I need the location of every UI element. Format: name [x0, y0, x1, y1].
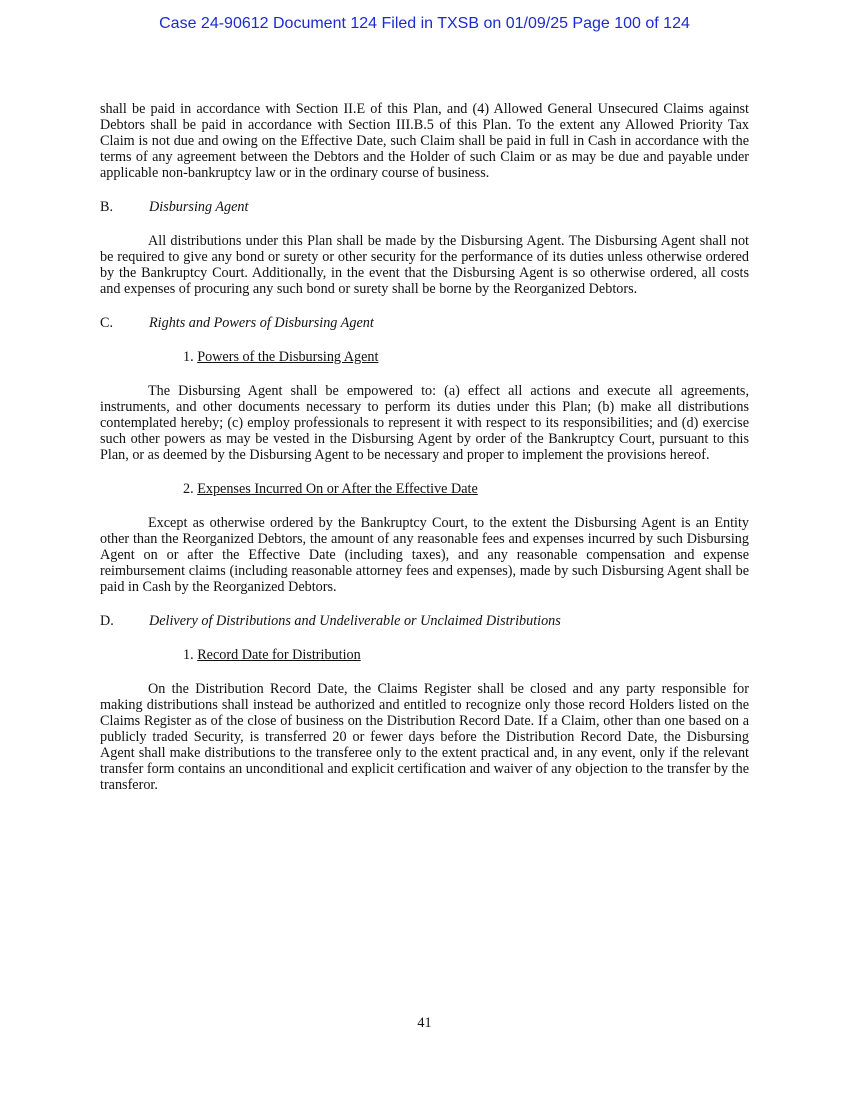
document-body	[100, 101, 749, 793]
section-number: B.	[100, 199, 114, 215]
section-title: Disbursing Agent	[149, 199, 249, 215]
paragraph-expenses: Except as otherwise ordered by the Bankruptcy Court, to the extent the Disbursing Agent is an Entity other than the Reorganized Debtors, the amount of any reasonable fees and expenses incurred by such Disbursing Agent on or after the Effective Date (including taxes), and any reasonable compensation and expense reimbursement claims (including reasonable attorney fees and expenses), made by such Disbursing Agent shall be paid in Cash by the Reorganized Debtors.	[100, 515, 749, 595]
section-number: C.	[100, 315, 114, 331]
paragraph-intro: shall be paid in accordance with Section II.E of this Plan, and (4) Allowed General Unsecured Claims against Debtors shall be paid in accordance with Section III.B.5 of this Plan. To the extent any Allowed Priority Tax Claim is not due and owing on the Effective Date, such Claim shall be paid in full in Cash in accordance with the terms of any agreement between the Debtors and the Holder of such Claim or as may be due and payable under applicable non-bankruptcy law or in the ordinary course of business.	[100, 101, 749, 181]
page-number: 41	[417, 1015, 432, 1031]
subsection-title: Record Date for Distribution	[197, 647, 361, 663]
paragraph-record-date: On the Distribution Record Date, the Claims Register shall be closed and any party responsible for making distributions shall instead be authorized and entitled to recognize only those record Holders listed on the Claims Register as of the close of business on the Distribution Record Date. If a Claim, other than one based on a publicly traded Security, is transferred 20 or fewer days before the Distribution Record Date, the Disbursing Agent shall make distributions to the transferee only to the extent practical and, in any event, only if the relevant transfer form contains an unconditional and explicit certification and waiver of any objection to the transfer by the transferor.	[100, 681, 749, 793]
subsection-title: Expenses Incurred On or After the Effective Date	[197, 481, 478, 497]
section-title: Rights and Powers of Disbursing Agent	[149, 315, 374, 331]
subsection-heading-c1	[100, 349, 749, 365]
section-heading-c	[100, 315, 749, 331]
section-heading-d	[100, 613, 749, 629]
section-heading-b	[100, 199, 749, 215]
subsection-number: 2.	[183, 481, 194, 497]
paragraph-powers: The Disbursing Agent shall be empowered to: (a) effect all actions and execute all agreements, instruments, and other documents necessary to perform its duties under this Plan; (b) make all distributions contemplated hereby; (c) employ professionals to represent it with respect to its responsibilities; and (d) exercise such other powers as may be vested in the Disbursing Agent by order of the Bankruptcy Court, pursuant to this Plan, or as deemed by the Disbursing Agent to be necessary and proper to implement the provisions hereof.	[100, 383, 749, 463]
subsection-heading-c2	[100, 481, 749, 497]
subsection-number: 1.	[183, 349, 194, 365]
paragraph-disbursing-agent: All distributions under this Plan shall be made by the Disbursing Agent. The Disbursing Agent shall not be required to give any bond or surety or other security for the performance of its duties unless otherwise ordered by the Bankruptcy Court. Additionally, in the event that the Disbursing Agent is so otherwise ordered, all costs and expenses of procuring any such bond or surety shall be borne by the Reorganized Debtors.	[100, 233, 749, 297]
subsection-title: Powers of the Disbursing Agent	[197, 349, 379, 365]
section-number: D.	[100, 613, 114, 629]
subsection-number: 1.	[183, 647, 194, 663]
section-title: Delivery of Distributions and Undeliverable or Unclaimed Distributions	[149, 613, 561, 629]
subsection-heading-d1	[100, 647, 749, 663]
court-filing-header: Case 24-90612 Document 124 Filed in TXSB on 01/09/25 Page 100 of 124	[159, 15, 690, 32]
